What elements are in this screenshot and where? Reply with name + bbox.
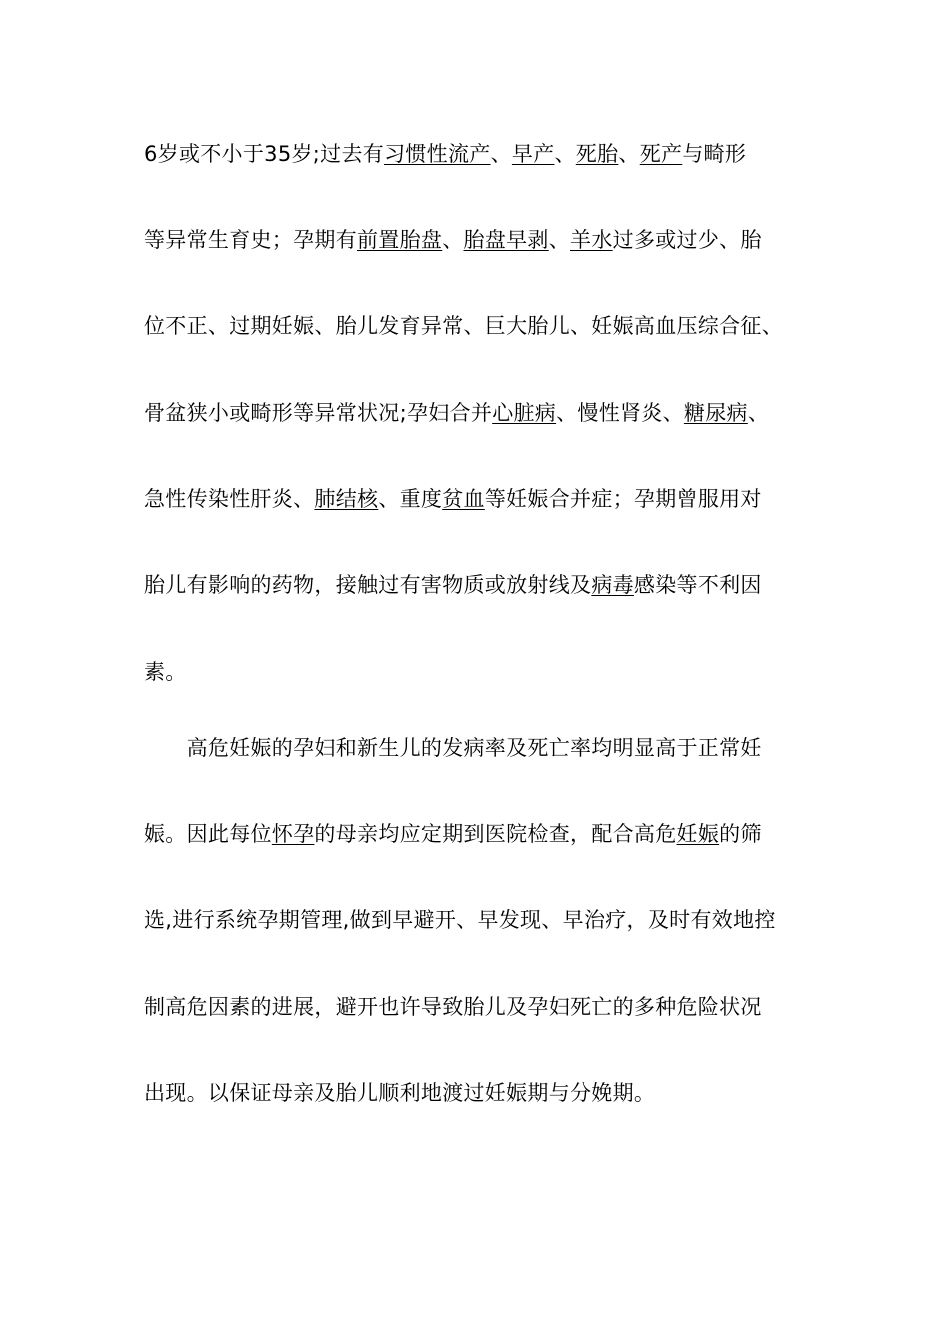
text-line — [144, 820, 762, 848]
text-run: 、 — [548, 228, 571, 252]
hyperlink-term[interactable]: 贫血 — [442, 487, 485, 511]
text-line — [144, 140, 746, 168]
text-line — [144, 571, 762, 599]
text-run: 等异常生育史；孕期有 — [144, 228, 357, 252]
text-run: 、 — [442, 228, 464, 252]
text-line — [144, 906, 776, 934]
text-line — [144, 658, 187, 686]
hyperlink-term[interactable]: 习惯性流产 — [384, 142, 491, 166]
text-run: 高危妊娠的孕妇和新生儿的发病率及死亡率均明显高于正常妊 — [144, 736, 762, 760]
hyperlink-term[interactable]: 心脏病 — [492, 401, 557, 425]
text-run: 、 — [490, 142, 512, 166]
hyperlink-term[interactable]: 胎盘早剥 — [463, 228, 549, 252]
text-run: 、重度 — [378, 487, 443, 511]
text-run: 位不正、过期妊娠、胎儿发育异常、巨大胎儿、妊娠高血压综合征、 — [144, 314, 783, 338]
text-run: 出现。以保证母亲及胎儿顺利地渡过妊娠期与分娩期。 — [144, 1081, 656, 1105]
text-run: 等妊娠合并症；孕期曾服用对 — [484, 487, 762, 511]
text-line — [144, 399, 769, 427]
text-run: 与畸形 — [682, 142, 747, 166]
hyperlink-term[interactable]: 妊娠 — [676, 822, 720, 846]
text-run: 、慢性肾炎、 — [556, 401, 684, 425]
hyperlink-term[interactable]: 怀孕 — [271, 822, 315, 846]
text-run: 素。 — [144, 660, 187, 684]
text-line — [144, 226, 762, 254]
text-run: 急性传染性肝炎、 — [144, 487, 315, 511]
hyperlink-term[interactable]: 羊水 — [570, 228, 613, 252]
text-run: 、 — [747, 401, 770, 425]
text-run: 、 — [618, 142, 640, 166]
text-run: 的母亲均应定期到医院检查，配合高危 — [314, 822, 677, 846]
text-line — [144, 993, 762, 1021]
hyperlink-term[interactable]: 早产 — [511, 142, 555, 166]
text-run: 制高危因素的进展，避开也许导致胎儿及孕妇死亡的多种危险状况 — [144, 995, 762, 1019]
hyperlink-term[interactable]: 死产 — [639, 142, 683, 166]
text-run: 的筛 — [719, 822, 762, 846]
text-run: 娠。因此每位 — [144, 822, 272, 846]
text-run: 胎儿有影响的药物，接触过有害物质或放射线及 — [144, 573, 592, 597]
text-line — [144, 485, 762, 513]
text-run: 、 — [554, 142, 576, 166]
text-line — [144, 734, 762, 762]
text-line — [144, 312, 783, 340]
hyperlink-term[interactable]: 肺结核 — [314, 487, 379, 511]
hyperlink-term[interactable]: 病毒 — [591, 573, 634, 597]
text-run: 6岁或不小于35岁;过去有 — [144, 142, 385, 166]
text-run: 骨盆狭小或畸形等异常状况;孕妇合并 — [144, 401, 493, 425]
text-run: 感染等不利因 — [633, 573, 762, 597]
hyperlink-term[interactable]: 死胎 — [575, 142, 619, 166]
hyperlink-term[interactable]: 糖尿病 — [683, 401, 748, 425]
text-run: 过多或过少、胎 — [612, 228, 762, 252]
text-run: 选,进行系统孕期管理,做到早避开、早发现、早治疗，及时有效地控 — [144, 908, 776, 932]
hyperlink-term[interactable]: 前置胎盘 — [357, 228, 443, 252]
text-line — [144, 1079, 655, 1107]
